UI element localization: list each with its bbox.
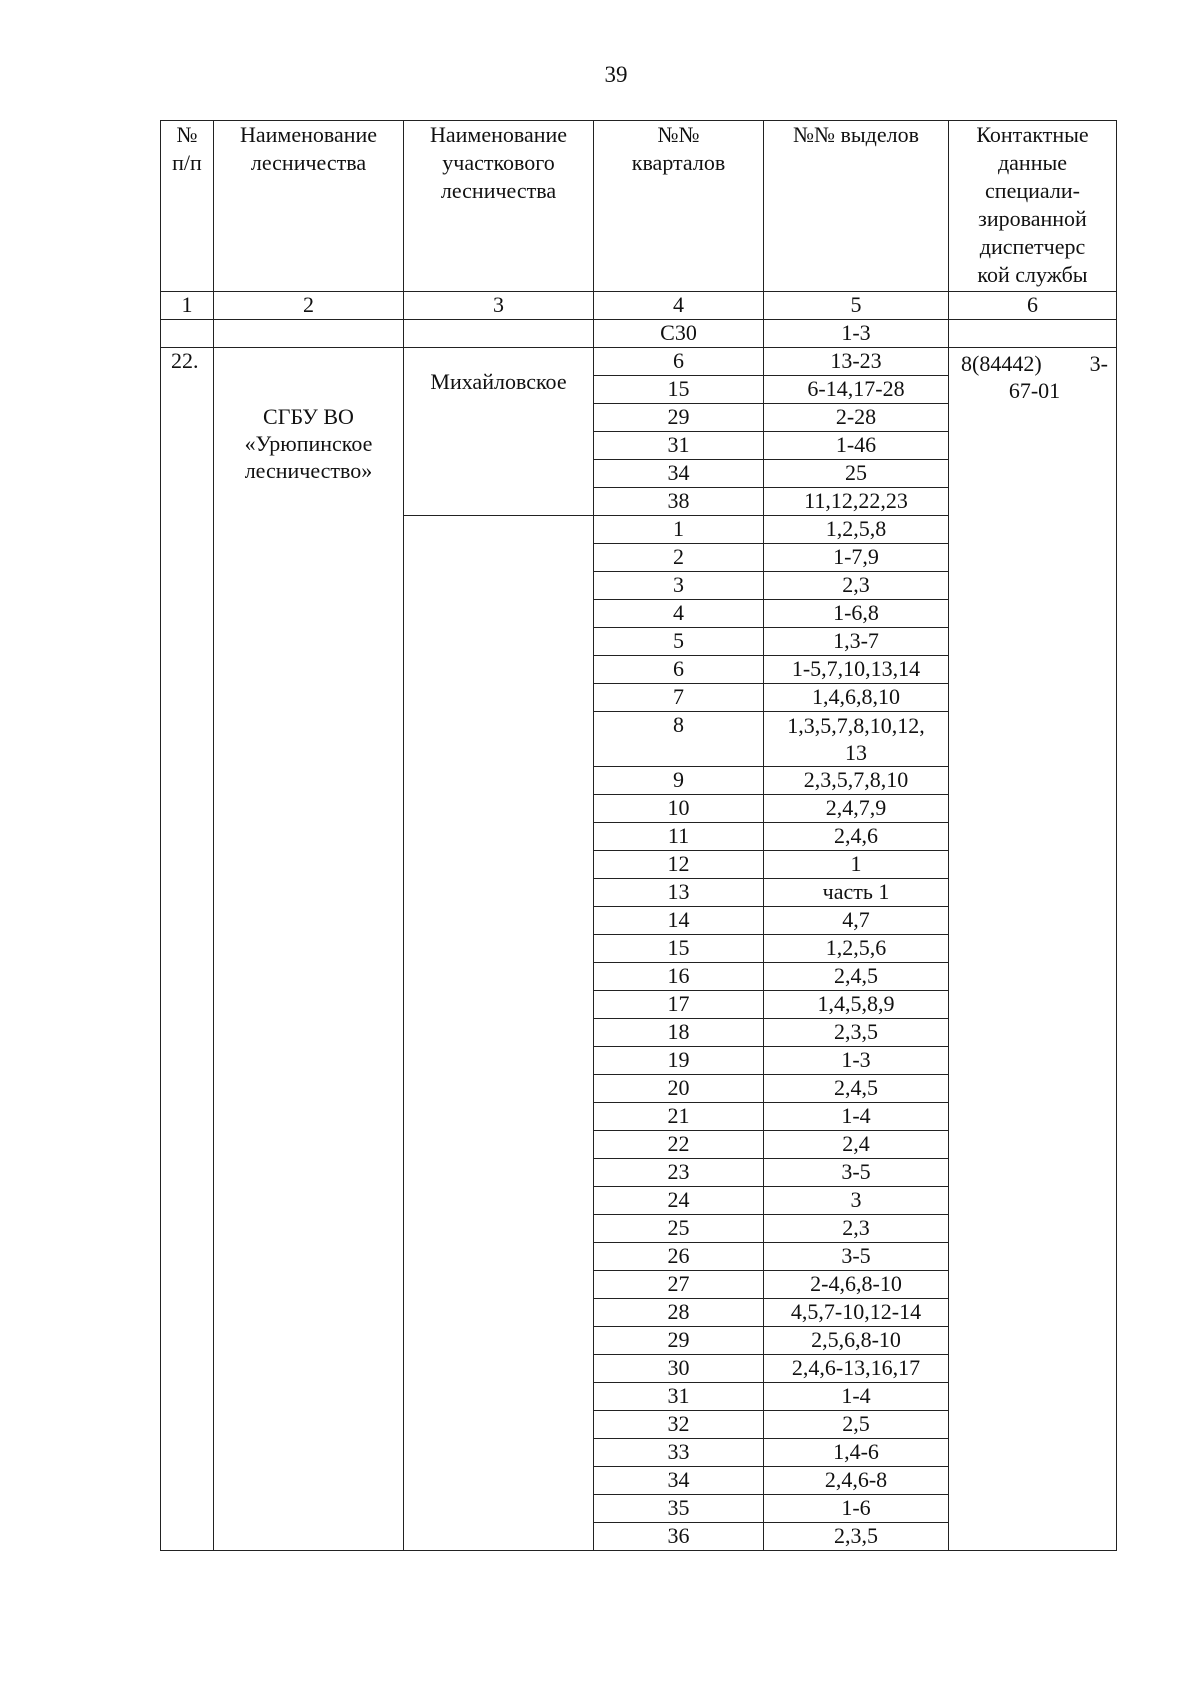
header-plots-label: №№ выделов	[793, 122, 919, 147]
plots-cell: 2,5	[764, 1411, 949, 1439]
plots-cell: 1-46	[764, 432, 949, 460]
quarter-cell: 6	[594, 348, 764, 376]
plots-cell: 3-5	[764, 1243, 949, 1271]
quarter-cell: 28	[594, 1299, 764, 1327]
plots-cell: 13-23	[764, 348, 949, 376]
quarter-cell: 36	[594, 1523, 764, 1551]
district-name: Михайловское	[430, 369, 567, 394]
header-quarters	[594, 121, 764, 292]
plots-cell: 1-3	[764, 1047, 949, 1075]
column-number-2: 2	[214, 292, 404, 320]
plots-cell: 2,4	[764, 1131, 949, 1159]
header-number-label: № п/п	[172, 122, 202, 175]
header-row	[161, 121, 1117, 292]
continuation-forestry-cell	[214, 320, 404, 348]
quarter-cell: 17	[594, 991, 764, 1019]
plots-cell: 4,7	[764, 907, 949, 935]
column-number-5: 5	[764, 292, 949, 320]
plots-cell: 1,3,5,7,8,10,12, 13	[764, 712, 949, 767]
continuation-contact-cell	[949, 320, 1117, 348]
column-number-1: 1	[161, 292, 214, 320]
header-quarters-label: №№ кварталов	[631, 122, 726, 175]
quarter-cell: 12	[594, 851, 764, 879]
contact-line-2: 67-01	[1008, 378, 1061, 403]
header-forestry-label: Наименование лесничества	[239, 122, 378, 175]
quarter-cell: 35	[594, 1495, 764, 1523]
quarter-cell: 6	[594, 656, 764, 684]
quarter-cell: 23	[594, 1159, 764, 1187]
quarter-cell: С30	[594, 320, 764, 348]
column-number-3: 3	[404, 292, 594, 320]
quarter-cell: 22	[594, 1131, 764, 1159]
contact-line-1	[961, 350, 1108, 377]
plots-cell: 3-5	[764, 1159, 949, 1187]
plots-cell: 1,4,6,8,10	[764, 684, 949, 712]
plots-cell: 2-4,6,8-10	[764, 1271, 949, 1299]
plots-cell: 3	[764, 1187, 949, 1215]
plots-cell: 2,3	[764, 1215, 949, 1243]
quarter-cell: 8	[594, 712, 764, 767]
contact-cell	[949, 348, 1117, 1551]
plots-cell: 1,2,5,6	[764, 935, 949, 963]
plots-cell: 2,4,5	[764, 963, 949, 991]
quarter-cell: 13	[594, 879, 764, 907]
quarter-cell: 31	[594, 432, 764, 460]
plots-cell: 11,12,22,23	[764, 488, 949, 516]
table-row	[161, 348, 1117, 376]
plots-cell: 1,4-6	[764, 1439, 949, 1467]
quarter-cell: 31	[594, 1383, 764, 1411]
plots-cell: 2,4,6-8	[764, 1467, 949, 1495]
quarter-cell: 5	[594, 628, 764, 656]
contact-info	[949, 348, 1116, 404]
quarter-cell: 38	[594, 488, 764, 516]
plots-cell: 6-14,17-28	[764, 376, 949, 404]
plots-cell: 4,5,7-10,12-14	[764, 1299, 949, 1327]
plots-cell: 2,4,6-13,16,17	[764, 1355, 949, 1383]
quarter-cell: 19	[594, 1047, 764, 1075]
plots-cell: 2,5,6,8-10	[764, 1327, 949, 1355]
header-forestry	[214, 121, 404, 292]
unnamed-district-cell	[404, 516, 594, 1551]
plots-cell: 2,3,5,7,8,10	[764, 767, 949, 795]
quarter-cell: 10	[594, 795, 764, 823]
header-plots	[764, 121, 949, 292]
quarter-cell: 11	[594, 823, 764, 851]
district-cell	[404, 348, 594, 516]
quarter-cell: 25	[594, 1215, 764, 1243]
plots-cell: 1-6,8	[764, 600, 949, 628]
plots-cell: 1,3-7	[764, 628, 949, 656]
plots-cell: 25	[764, 460, 949, 488]
header-contacts-label: Контактные данные специали- зированной диспетчерс кой службы	[976, 122, 1089, 287]
plots-cell: 1	[764, 851, 949, 879]
plots-cell: 2,4,5	[764, 1075, 949, 1103]
quarter-cell: 16	[594, 963, 764, 991]
quarter-cell: 34	[594, 460, 764, 488]
header-district	[404, 121, 594, 292]
quarter-cell: 14	[594, 907, 764, 935]
plots-cell: часть 1	[764, 879, 949, 907]
plots-cell: 2-28	[764, 404, 949, 432]
plots-cell: 1,2,5,8	[764, 516, 949, 544]
quarter-cell: 3	[594, 572, 764, 600]
forestry-cell	[214, 348, 404, 1551]
quarter-cell: 34	[594, 1467, 764, 1495]
quarter-cell: 2	[594, 544, 764, 572]
plots-cell: 1-4	[764, 1103, 949, 1131]
header-number	[161, 121, 214, 292]
plots-cell: 2,3,5	[764, 1019, 949, 1047]
quarter-cell: 9	[594, 767, 764, 795]
forestry-table	[160, 120, 1117, 1551]
column-number-4: 4	[594, 292, 764, 320]
continuation-number-cell	[161, 320, 214, 348]
quarter-cell: 18	[594, 1019, 764, 1047]
header-contacts	[949, 121, 1117, 292]
column-number-row	[161, 292, 1117, 320]
column-number-6: 6	[949, 292, 1117, 320]
plots-cell: 2,3	[764, 572, 949, 600]
plots-cell: 2,3,5	[764, 1523, 949, 1551]
quarter-cell: 21	[594, 1103, 764, 1131]
plots-cell: 1-4	[764, 1383, 949, 1411]
plots-cell: 1,4,5,8,9	[764, 991, 949, 1019]
quarter-cell: 24	[594, 1187, 764, 1215]
plots-cell: 2,4,7,9	[764, 795, 949, 823]
plots-cell: 1-7,9	[764, 544, 949, 572]
quarter-cell: 7	[594, 684, 764, 712]
page-number: 39	[604, 62, 628, 87]
plots-cell: 1-6	[764, 1495, 949, 1523]
continuation-district-cell	[404, 320, 594, 348]
forestry-name: СГБУ ВО «Урюпинское лесничество»	[244, 404, 373, 483]
plots-cell: 1-3	[764, 320, 949, 348]
header-district-label: Наименование участкового лесничества	[429, 122, 568, 203]
quarter-cell: 32	[594, 1411, 764, 1439]
quarter-cell: 15	[594, 376, 764, 404]
quarter-cell: 15	[594, 935, 764, 963]
contact-phone: 8(84442)	[961, 351, 1042, 376]
contact-phone-suffix: 3-	[1089, 351, 1108, 376]
plots-cell: 2,4,6	[764, 823, 949, 851]
entry-number: 22.	[161, 348, 214, 1551]
quarter-cell: 30	[594, 1355, 764, 1383]
quarter-cell: 26	[594, 1243, 764, 1271]
quarter-cell: 29	[594, 404, 764, 432]
quarter-cell: 1	[594, 516, 764, 544]
quarter-cell: 27	[594, 1271, 764, 1299]
continuation-row	[161, 320, 1117, 348]
quarter-cell: 29	[594, 1327, 764, 1355]
quarter-cell: 20	[594, 1075, 764, 1103]
plots-cell: 1-5,7,10,13,14	[764, 656, 949, 684]
quarter-cell: 4	[594, 600, 764, 628]
quarter-cell: 33	[594, 1439, 764, 1467]
